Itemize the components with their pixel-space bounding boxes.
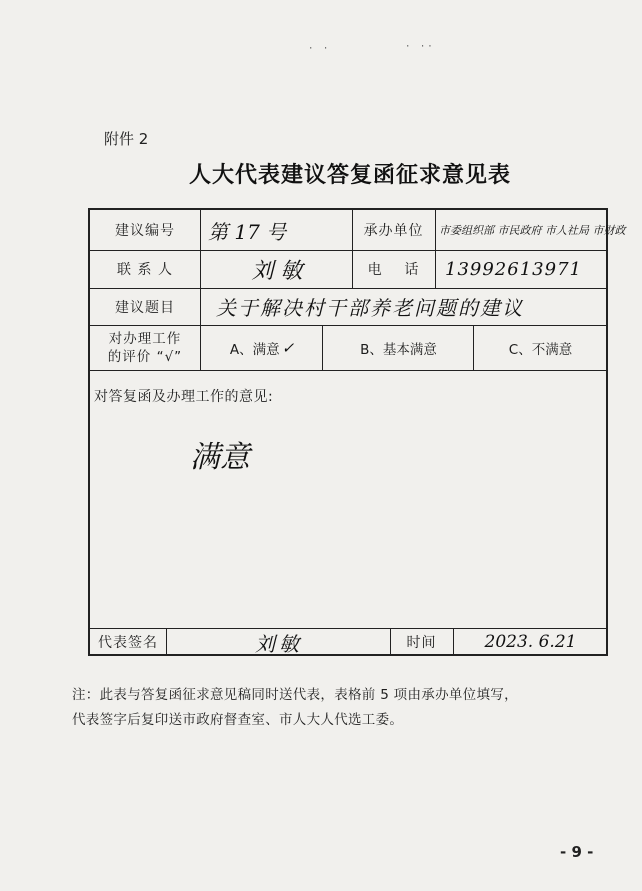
handling-unit-label: 承办单位 [363,223,424,239]
signature-label: 代表签名 [98,635,158,651]
option-a-check-mark: ✓ [281,338,295,357]
option-b: B、基本满意 [360,341,437,358]
opinion-form [88,208,626,656]
date-value: 2023. 6.21 [484,632,577,652]
topic-value: 关于解决村干部养老问题的建议 [216,296,524,320]
row-divider [90,370,606,371]
phone-value: 13992613971 [445,258,582,280]
evaluation-label-line1: 对办理工作 [108,330,182,347]
attachment-label: 附件 2 [104,130,149,148]
proposal-number-label: 建议编号 [115,223,175,239]
evaluation-label-line2: 的评价 “√” [107,348,183,365]
date-label: 时间 [406,635,437,651]
contact-value: 刘 敏 [251,258,303,284]
signature-area [168,628,390,656]
option-a-label: A、满意 [229,341,280,358]
handwritten-signature: 刘敏 [255,631,303,656]
option-a [202,325,322,370]
handling-unit-value: 市委组织部 市民政府 市人社局 市财政 [439,224,626,237]
option-c: C、不满意 [508,341,573,358]
scan-speck: · ·· [405,42,435,52]
col-divider [200,210,201,370]
form-title: 人大代表建议答复函征求意见表 [188,162,511,188]
contact-label: 联 系 人 [117,262,173,278]
phone-label: 电 话 [367,262,420,278]
proposal-number-value: 第 17 号 [208,219,287,244]
col-divider [473,325,474,370]
scan-speck: · · [308,44,331,54]
col-divider [166,628,167,656]
topic-label: 建议题目 [115,299,175,316]
col-divider [453,628,454,656]
evaluation-label [90,325,200,370]
opinion-value: 满意 [190,440,250,475]
note-line-2: 代表签字后复印送市政府督查室、市人大人代选工委。 [72,712,404,728]
page-number: - 9 - [560,843,594,861]
col-divider [322,325,323,370]
col-divider [435,210,436,288]
opinion-label: 对答复函及办理工作的意见: [94,389,274,405]
note-line-1: 注：此表与答复函征求意见稿同时送代表，表格前 5 项由承办单位填写， [72,687,518,703]
